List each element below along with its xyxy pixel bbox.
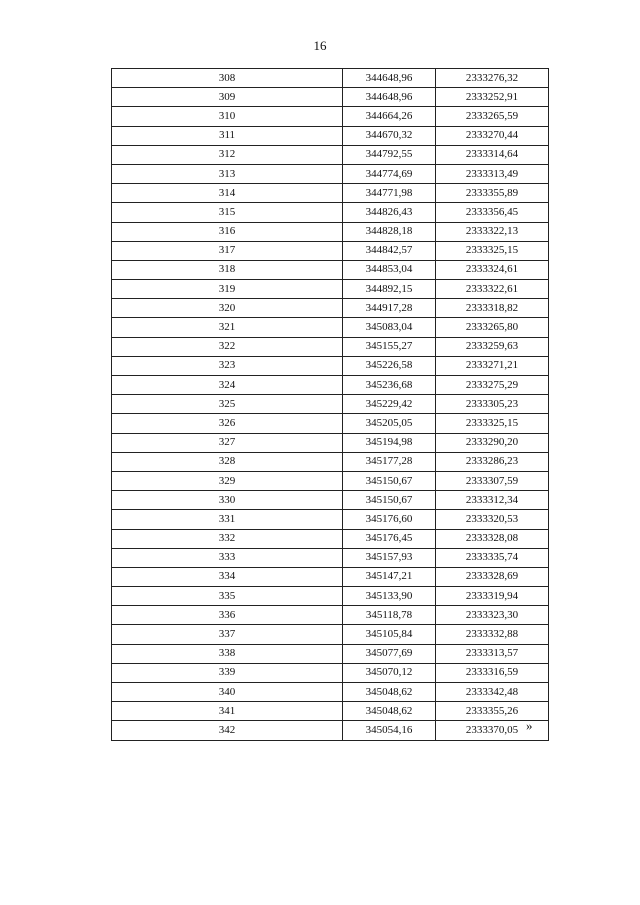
x-coordinate-cell: 345048,62 xyxy=(343,683,436,702)
coordinates-table xyxy=(111,68,549,741)
y-coordinate-cell: 2333356,45 xyxy=(436,203,549,222)
table-row xyxy=(112,471,549,490)
point-number-cell: 321 xyxy=(112,318,343,337)
y-coordinate-cell: 2333305,23 xyxy=(436,395,549,414)
x-coordinate-cell: 345105,84 xyxy=(343,625,436,644)
point-number-cell: 314 xyxy=(112,184,343,203)
y-coordinate-cell: 2333323,30 xyxy=(436,606,549,625)
table-row xyxy=(112,702,549,721)
table-row xyxy=(112,606,549,625)
y-coordinate-cell: 2333265,59 xyxy=(436,107,549,126)
x-coordinate-cell: 345083,04 xyxy=(343,318,436,337)
y-coordinate-cell: 2333325,15 xyxy=(436,414,549,433)
y-coordinate-cell: 2333342,48 xyxy=(436,683,549,702)
point-number-cell: 339 xyxy=(112,663,343,682)
y-coordinate-cell: 2333312,34 xyxy=(436,491,549,510)
table-row xyxy=(112,318,549,337)
table-row xyxy=(112,203,549,222)
x-coordinate-cell: 344917,28 xyxy=(343,299,436,318)
point-number-cell: 315 xyxy=(112,203,343,222)
x-coordinate-cell: 344828,18 xyxy=(343,222,436,241)
point-number-cell: 311 xyxy=(112,126,343,145)
x-coordinate-cell: 344892,15 xyxy=(343,280,436,299)
table-row xyxy=(112,164,549,183)
y-coordinate-cell: 2333271,21 xyxy=(436,356,549,375)
table-row xyxy=(112,414,549,433)
point-number-cell: 332 xyxy=(112,529,343,548)
y-coordinate-cell: 2333322,61 xyxy=(436,280,549,299)
y-coordinate-cell: 2333355,89 xyxy=(436,184,549,203)
table-row xyxy=(112,721,549,740)
table-row xyxy=(112,184,549,203)
point-number-cell: 323 xyxy=(112,356,343,375)
x-coordinate-cell: 345133,90 xyxy=(343,587,436,606)
y-coordinate-cell: 2333275,29 xyxy=(436,376,549,395)
y-coordinate-cell: 2333370,05 xyxy=(436,721,549,740)
y-coordinate-cell: 2333316,59 xyxy=(436,663,549,682)
x-coordinate-cell: 345155,27 xyxy=(343,337,436,356)
point-number-cell: 322 xyxy=(112,337,343,356)
x-coordinate-cell: 344771,98 xyxy=(343,184,436,203)
point-number-cell: 340 xyxy=(112,683,343,702)
coordinates-table-body xyxy=(112,69,549,741)
table-row xyxy=(112,491,549,510)
point-number-cell: 319 xyxy=(112,280,343,299)
table-row xyxy=(112,126,549,145)
point-number-cell: 312 xyxy=(112,145,343,164)
table-row xyxy=(112,356,549,375)
y-coordinate-cell: 2333265,80 xyxy=(436,318,549,337)
table-row xyxy=(112,376,549,395)
point-number-cell: 325 xyxy=(112,395,343,414)
table-row xyxy=(112,625,549,644)
point-number-cell: 330 xyxy=(112,491,343,510)
x-coordinate-cell: 345157,93 xyxy=(343,548,436,567)
y-coordinate-cell: 2333290,20 xyxy=(436,433,549,452)
point-number-cell: 331 xyxy=(112,510,343,529)
y-coordinate-cell: 2333286,23 xyxy=(436,452,549,471)
point-number-cell: 329 xyxy=(112,471,343,490)
y-coordinate-cell: 2333318,82 xyxy=(436,299,549,318)
table-row xyxy=(112,280,549,299)
table-row xyxy=(112,222,549,241)
table-row xyxy=(112,433,549,452)
x-coordinate-cell: 344792,55 xyxy=(343,145,436,164)
y-coordinate-cell: 2333355,26 xyxy=(436,702,549,721)
page-number: 16 xyxy=(313,38,327,53)
table-row xyxy=(112,587,549,606)
x-coordinate-cell: 345177,28 xyxy=(343,452,436,471)
x-coordinate-cell: 344826,43 xyxy=(343,203,436,222)
y-coordinate-cell: 2333313,57 xyxy=(436,644,549,663)
closing-quote-mark: » xyxy=(526,718,533,733)
table-row xyxy=(112,452,549,471)
x-coordinate-cell: 345226,58 xyxy=(343,356,436,375)
x-coordinate-cell: 345070,12 xyxy=(343,663,436,682)
table-row xyxy=(112,337,549,356)
point-number-cell: 335 xyxy=(112,587,343,606)
x-coordinate-cell: 345229,42 xyxy=(343,395,436,414)
x-coordinate-cell: 345205,05 xyxy=(343,414,436,433)
table-row xyxy=(112,663,549,682)
point-number-cell: 324 xyxy=(112,376,343,395)
x-coordinate-cell: 344648,96 xyxy=(343,69,436,88)
x-coordinate-cell: 345054,16 xyxy=(343,721,436,740)
table-row xyxy=(112,395,549,414)
table-row xyxy=(112,88,549,107)
y-coordinate-cell: 2333314,64 xyxy=(436,145,549,164)
y-coordinate-cell: 2333328,08 xyxy=(436,529,549,548)
point-number-cell: 341 xyxy=(112,702,343,721)
y-coordinate-cell: 2333325,15 xyxy=(436,241,549,260)
y-coordinate-cell: 2333332,88 xyxy=(436,625,549,644)
x-coordinate-cell: 345077,69 xyxy=(343,644,436,663)
point-number-cell: 320 xyxy=(112,299,343,318)
y-coordinate-cell: 2333322,13 xyxy=(436,222,549,241)
point-number-cell: 338 xyxy=(112,644,343,663)
point-number-cell: 334 xyxy=(112,567,343,586)
table-row xyxy=(112,510,549,529)
x-coordinate-cell: 344670,32 xyxy=(343,126,436,145)
table-row xyxy=(112,299,549,318)
x-coordinate-cell: 345150,67 xyxy=(343,471,436,490)
point-number-cell: 333 xyxy=(112,548,343,567)
table-row xyxy=(112,260,549,279)
point-number-cell: 328 xyxy=(112,452,343,471)
x-coordinate-cell: 345176,45 xyxy=(343,529,436,548)
table-row xyxy=(112,145,549,164)
point-number-cell: 337 xyxy=(112,625,343,644)
table-row xyxy=(112,241,549,260)
y-coordinate-cell: 2333335,74 xyxy=(436,548,549,567)
point-number-cell: 316 xyxy=(112,222,343,241)
y-coordinate-cell: 2333307,59 xyxy=(436,471,549,490)
point-number-cell: 313 xyxy=(112,164,343,183)
x-coordinate-cell: 344842,57 xyxy=(343,241,436,260)
x-coordinate-cell: 345118,78 xyxy=(343,606,436,625)
x-coordinate-cell: 344774,69 xyxy=(343,164,436,183)
point-number-cell: 318 xyxy=(112,260,343,279)
y-coordinate-cell: 2333270,44 xyxy=(436,126,549,145)
x-coordinate-cell: 344664,26 xyxy=(343,107,436,126)
point-number-cell: 336 xyxy=(112,606,343,625)
point-number-cell: 326 xyxy=(112,414,343,433)
table-row xyxy=(112,548,549,567)
y-coordinate-cell: 2333276,32 xyxy=(436,69,549,88)
table-row xyxy=(112,567,549,586)
x-coordinate-cell: 345048,62 xyxy=(343,702,436,721)
point-number-cell: 309 xyxy=(112,88,343,107)
y-coordinate-cell: 2333320,53 xyxy=(436,510,549,529)
y-coordinate-cell: 2333313,49 xyxy=(436,164,549,183)
point-number-cell: 308 xyxy=(112,69,343,88)
y-coordinate-cell: 2333328,69 xyxy=(436,567,549,586)
table-row xyxy=(112,683,549,702)
table-row xyxy=(112,529,549,548)
table-row xyxy=(112,107,549,126)
y-coordinate-cell: 2333259,63 xyxy=(436,337,549,356)
point-number-cell: 342 xyxy=(112,721,343,740)
point-number-cell: 327 xyxy=(112,433,343,452)
y-coordinate-cell: 2333324,61 xyxy=(436,260,549,279)
table-row xyxy=(112,69,549,88)
y-coordinate-cell: 2333319,94 xyxy=(436,587,549,606)
x-coordinate-cell: 345147,21 xyxy=(343,567,436,586)
x-coordinate-cell: 345194,98 xyxy=(343,433,436,452)
table-row xyxy=(112,644,549,663)
y-coordinate-cell: 2333252,91 xyxy=(436,88,549,107)
point-number-cell: 310 xyxy=(112,107,343,126)
x-coordinate-cell: 345150,67 xyxy=(343,491,436,510)
x-coordinate-cell: 345236,68 xyxy=(343,376,436,395)
x-coordinate-cell: 345176,60 xyxy=(343,510,436,529)
point-number-cell: 317 xyxy=(112,241,343,260)
x-coordinate-cell: 344853,04 xyxy=(343,260,436,279)
x-coordinate-cell: 344648,96 xyxy=(343,88,436,107)
